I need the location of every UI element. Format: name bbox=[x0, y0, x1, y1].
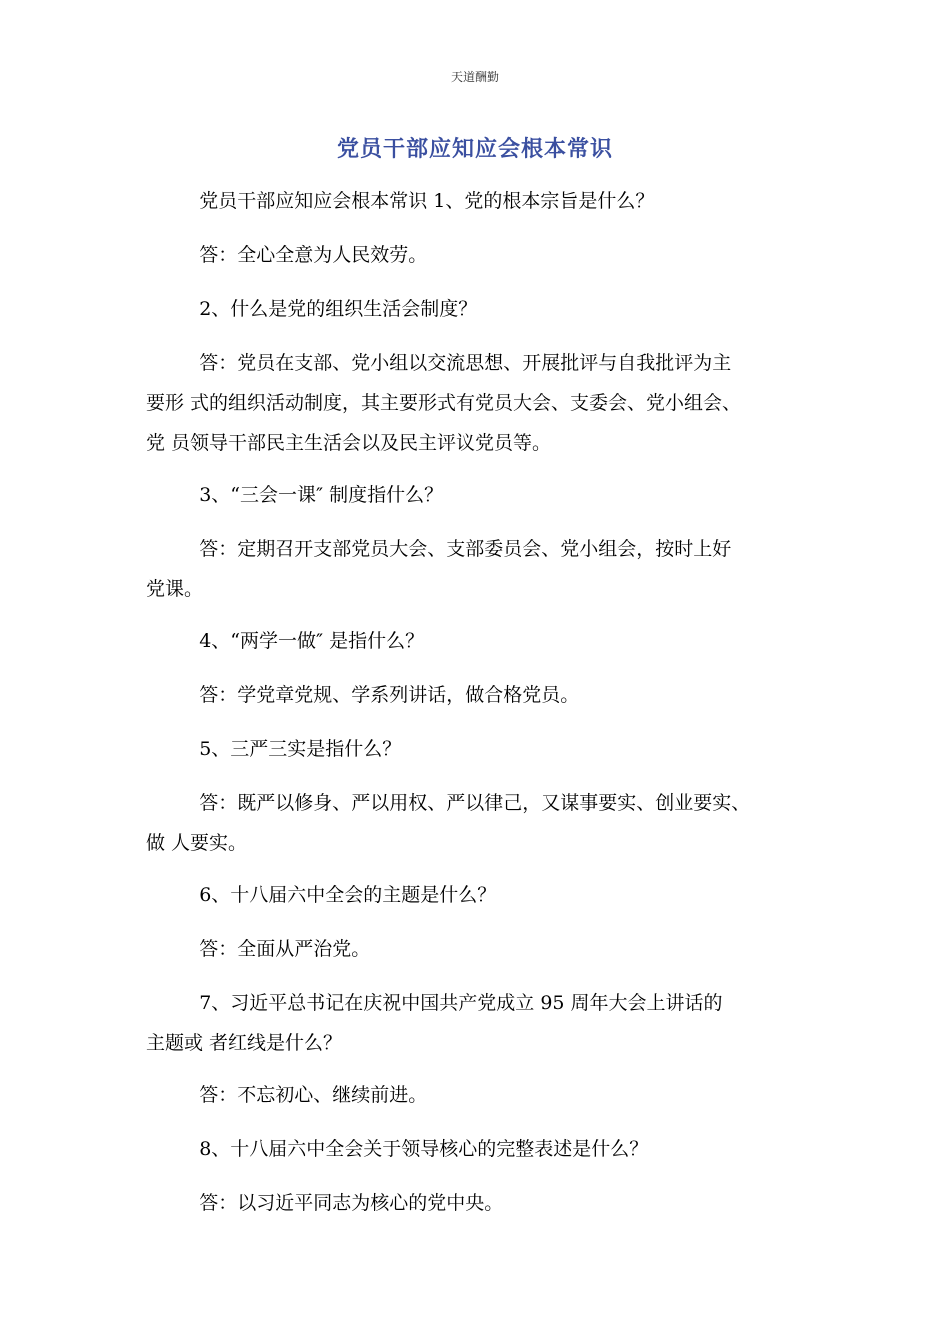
paragraph bbox=[146, 475, 826, 515]
paragraph-line: 答：学党章党规、学系列讲话，做合格党员。 bbox=[199, 684, 580, 706]
paragraph-line: 要形 式的组织活动制度，其主要形式有党员大会、支委会、党小组会、 bbox=[146, 392, 742, 414]
paragraph bbox=[146, 929, 826, 969]
paragraph bbox=[146, 875, 826, 915]
paragraph-line: 5、三严三实是指什么？ bbox=[199, 738, 402, 760]
paragraph-line: 党 员领导干部民主生活会以及民主评议党员等。 bbox=[146, 432, 552, 454]
paragraph-line: 主题或 者红线是什么？ bbox=[146, 1032, 343, 1054]
page-header: 天道酬勤 bbox=[450, 70, 499, 84]
paragraph-line: 答：党员在支部、党小组以交流思想、开展批评与自我批评为主 bbox=[199, 352, 732, 374]
paragraph-line: 答：全心全意为人民效劳。 bbox=[199, 244, 428, 266]
paragraph-line: 党员干部应知应会根本常识 1、党的根本宗旨是什么？ bbox=[199, 190, 655, 212]
paragraph-line: 6、十八届六中全会的主题是什么？ bbox=[199, 884, 497, 906]
paragraph-line: 8、十八届六中全会关于领导核心的完整表述是什么？ bbox=[199, 1138, 649, 1160]
paragraph bbox=[146, 621, 826, 661]
paragraph bbox=[146, 1075, 826, 1115]
paragraph bbox=[146, 1183, 826, 1223]
paragraph bbox=[146, 235, 826, 275]
paragraph bbox=[146, 983, 826, 1063]
paragraph-line: 答：不忘初心、继续前进。 bbox=[199, 1084, 428, 1106]
paragraph bbox=[146, 1129, 826, 1169]
paragraph-line: 3、“三会一课″ 制度指什么？ bbox=[199, 484, 444, 506]
document-title: 党员干部应知应会根本常识 bbox=[336, 137, 613, 162]
paragraph bbox=[146, 675, 826, 715]
paragraph bbox=[146, 529, 826, 609]
paragraph-line: 7、习近平总书记在庆祝中国共产党成立 95 周年大会上讲话的 bbox=[199, 992, 723, 1014]
paragraph-line: 2、什么是党的组织生活会制度？ bbox=[199, 298, 478, 320]
paragraph-line: 答：全面从严治党。 bbox=[199, 938, 371, 960]
paragraph-line: 答：既严以修身、严以用权、严以律己，又谋事要实、创业要实、 bbox=[199, 792, 751, 814]
paragraph-line: 答：定期召开支部党员大会、支部委员会、党小组会，按时上好 bbox=[199, 538, 732, 560]
paragraph-line: 4、“两学一做″ 是指什么？ bbox=[199, 630, 425, 652]
paragraph bbox=[146, 343, 826, 463]
paragraph bbox=[146, 181, 826, 221]
paragraph bbox=[146, 729, 826, 769]
paragraph-line: 答：以习近平同志为核心的党中央。 bbox=[199, 1192, 504, 1214]
paragraph bbox=[146, 289, 826, 329]
paragraph bbox=[146, 783, 826, 863]
paragraph-line: 做 人要实。 bbox=[146, 832, 248, 854]
paragraph-line: 党课。 bbox=[146, 578, 204, 600]
